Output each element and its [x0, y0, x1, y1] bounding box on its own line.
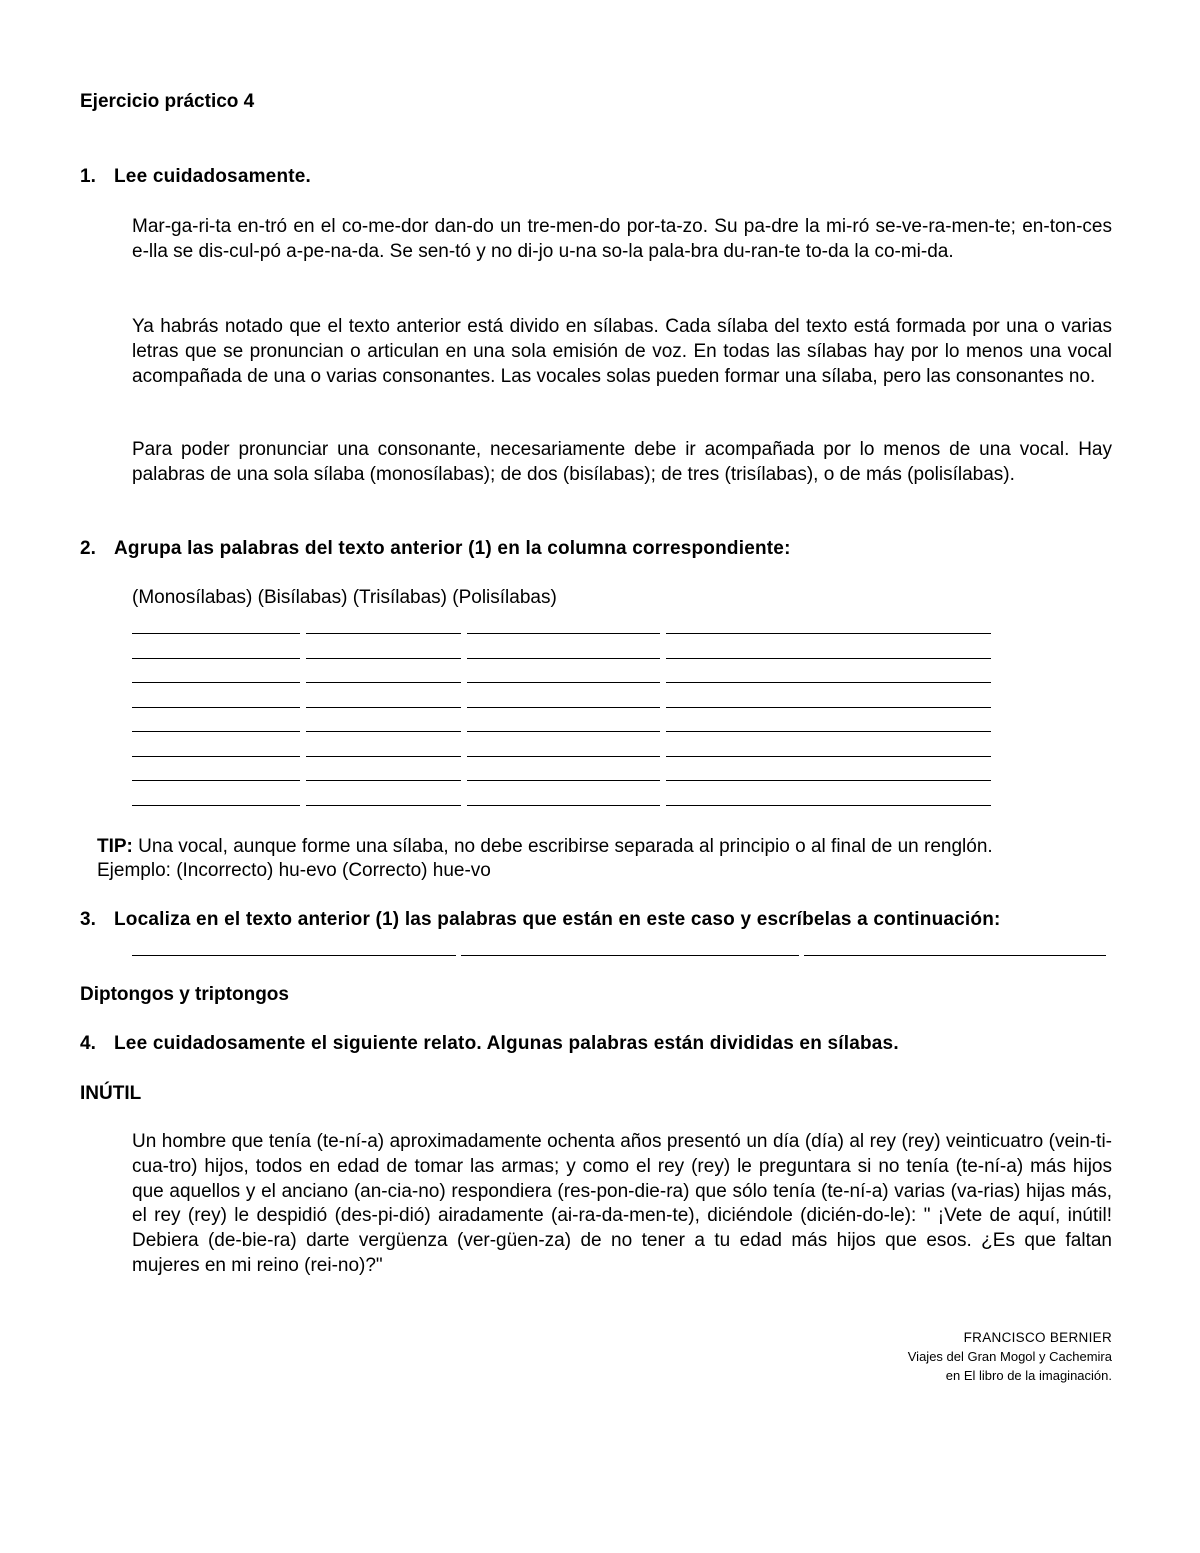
answer-blank-line[interactable]: [666, 731, 991, 732]
answer-blank-line[interactable]: [306, 756, 461, 757]
answer-blank-line[interactable]: [132, 707, 300, 708]
answer-blank-line[interactable]: [132, 633, 300, 634]
column-labels: (Monosílabas) (Bisílabas) (Trisílabas) (Polisílabas): [132, 587, 557, 608]
answer-blank-line[interactable]: [467, 658, 660, 659]
question-1-number: 1.: [80, 166, 96, 187]
attribution-author: FRANCISCO BERNIER: [963, 1330, 1112, 1345]
answer-blank-line[interactable]: [467, 780, 660, 781]
answer-blank-line[interactable]: [132, 682, 300, 683]
answer-blank-line[interactable]: [132, 780, 300, 781]
answer-blank-line[interactable]: [306, 707, 461, 708]
question-2-text: Agrupa las palabras del texto anterior (1) en la columna correspondiente:: [114, 538, 791, 559]
answer-blank-line[interactable]: [306, 682, 461, 683]
explanation-paragraph: Ya habrás notado que el texto anterior está divido en sílabas. Cada sílaba del texto está formada por una o varias letras que se pronuncian o articulan en una sola emisión de voz. En todas las sílabas hay por lo menos una vocal acompañada de una o varias consonantes. Las vocales solas pueden formar una sílaba, pero las consonantes no.: [132, 316, 1112, 387]
page-title: Ejercicio práctico 4: [80, 91, 255, 112]
answer-blank-line[interactable]: [306, 780, 461, 781]
answer-blank-line[interactable]: [306, 633, 461, 634]
answer-blank-line[interactable]: [132, 658, 300, 659]
question-1-text: Lee cuidadosamente.: [114, 166, 312, 187]
answer-line[interactable]: [804, 955, 1106, 956]
answer-blank-line[interactable]: [132, 756, 300, 757]
answer-blank-line[interactable]: [306, 658, 461, 659]
answer-blank-line[interactable]: [306, 805, 461, 806]
tip-label: TIP:: [97, 836, 133, 857]
story-text: Un hombre que tenía (te-ní-a) aproximadamente ochenta años presentó un día (día) al rey (rey) veinticuatro (vein-ti-cua-tro) hijos, todos en edad de tomar las armas; y como el rey (rey) le preguntara si no tenía (te-ní-a) más hijos que aquellos y el anciano (an-cia-no) respondiera (res-pon-die-ra) que sólo tenía (te-ní-a) varias (va-rias) hijas más, el rey (rey) le despidió (des-pi-dió) airadamente (ai-ra-da-men-te), diciéndole (dicién-do-le): " ¡Vete de aquí, inútil! Debiera (de-bie-ra) darte vergüenza (ver-güen-za) de no tener a tu edad más hijos que esos. ¿Es que faltan mujeres en mi reino (rei-no)?": [132, 1131, 1112, 1276]
section-heading: Diptongos y triptongos: [80, 984, 289, 1005]
answer-blank-line[interactable]: [666, 756, 991, 757]
answer-blank-line[interactable]: [467, 805, 660, 806]
syllable-text-paragraph: Mar-ga-ri-ta en-tró en el co-me-dor dan-do un tre-men-do por-ta-zo. Su pa-dre la mi-ró se-ve-ra-men-te; en-ton-ces e-lla se dis-cul-pó a-pe-na-da. Se sen-tó y no di-jo u-na so-la pala-bra du-ran-te to-da la co-mi-da.: [132, 216, 1112, 262]
question-3-number: 3.: [80, 909, 96, 930]
answer-blank-line[interactable]: [132, 731, 300, 732]
question-2-number: 2.: [80, 538, 96, 559]
question-4-number: 4.: [80, 1033, 96, 1054]
attribution-source: en El libro de la imaginación.: [945, 1368, 1112, 1383]
answer-blank-line[interactable]: [666, 658, 991, 659]
answer-blank-line[interactable]: [467, 756, 660, 757]
answer-blank-line[interactable]: [467, 682, 660, 683]
attribution: [908, 1328, 1112, 1385]
answer-blank-line[interactable]: [666, 707, 991, 708]
story-title: INÚTIL: [80, 1083, 142, 1104]
tip-example: Ejemplo: (Incorrecto) hu-evo (Correcto) hue-vo: [97, 860, 491, 881]
question-4-text: Lee cuidadosamente el siguiente relato. Algunas palabras están divididas en sílabas.: [114, 1033, 899, 1054]
tip-note: [97, 836, 1117, 858]
answer-blank-line[interactable]: [467, 731, 660, 732]
answer-line[interactable]: [132, 955, 456, 956]
answer-blank-line[interactable]: [666, 633, 991, 634]
attribution-work: Viajes del Gran Mogol y Cachemira: [907, 1349, 1112, 1364]
tip-text: Una vocal, aunque forme una sílaba, no debe escribirse separada al principio o al final de un renglón.: [132, 836, 993, 857]
answer-line[interactable]: [461, 955, 799, 956]
question-3-text: Localiza en el texto anterior (1) las palabras que están en este caso y escríbelas a continuación:: [114, 909, 1001, 930]
explanation-paragraph-2: Para poder pronunciar una consonante, necesariamente debe ir acompañada por lo menos de una vocal. Hay palabras de una sola sílaba (monosílabas); de dos (bisílabas); de tres (trisílabas), o de más (polisílabas).: [132, 439, 1112, 485]
answer-blank-line[interactable]: [467, 633, 660, 634]
answer-blank-line[interactable]: [666, 805, 991, 806]
answer-blank-line[interactable]: [132, 805, 300, 806]
answer-blank-line[interactable]: [306, 731, 461, 732]
answer-blank-line[interactable]: [666, 780, 991, 781]
answer-blank-line[interactable]: [666, 682, 991, 683]
answer-blank-line[interactable]: [467, 707, 660, 708]
